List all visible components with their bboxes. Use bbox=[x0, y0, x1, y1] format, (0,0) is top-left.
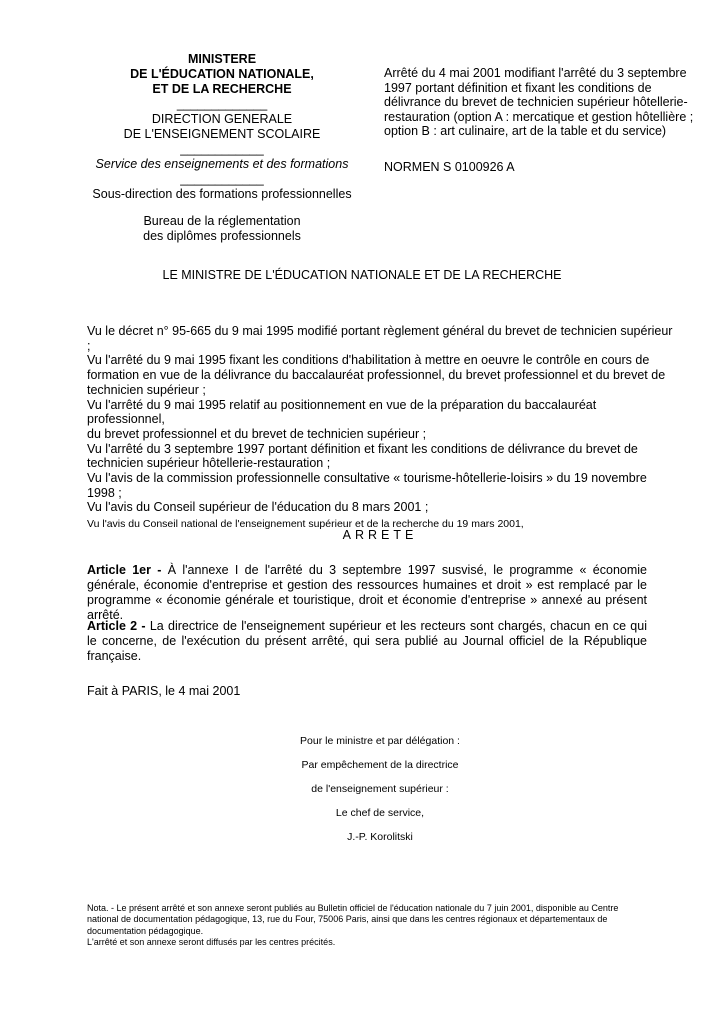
nota-line: Nota. - Le présent arrêté et son annexe seront publiés au Bulletin officiel de l'éducation nationale du 7 juin 2001, disponible au Centre bbox=[87, 903, 619, 913]
sous-direction-name: Sous-direction des formations professionnelles bbox=[92, 187, 352, 201]
separator-rule-3: ____________ bbox=[180, 172, 264, 186]
separator-rule-2: ____________ bbox=[180, 142, 264, 156]
nota-line: documentation pédagogique. bbox=[87, 925, 204, 936]
service-name: Service des enseignements et des formations bbox=[95, 157, 349, 171]
article-1 bbox=[87, 563, 647, 623]
bureau-line-2: des diplômes professionnels bbox=[143, 229, 301, 243]
visa-line: Vu le décret n° 95-665 du 9 mai 1995 modifié portant règlement général du brevet de technicien supérieur ; bbox=[87, 324, 673, 353]
place-and-date: Fait à PARIS, le 4 mai 2001 bbox=[87, 684, 241, 698]
arrete-heading: ARRETE bbox=[342, 528, 418, 542]
decree-title-block bbox=[384, 66, 696, 174]
visa-line: Vu l'arrêté du 9 mai 1995 fixant les conditions d'habilitation à mettre en oeuvre le contrôle en cours de bbox=[87, 353, 650, 368]
nota-line: national de documentation pédagogique, 13, rue du Four, 75006 Paris, ainsi que dans les centres régionaux et départementaux de bbox=[87, 914, 608, 925]
decree-title-line-1: Arrêté du 4 mai 2001 modifiant l'arrêté du 3 septembre bbox=[384, 66, 687, 80]
signature-line-2: Par empêchement de la directrice bbox=[301, 759, 459, 771]
separator-rule-1: _____________ bbox=[176, 97, 268, 111]
visa-line: Vu l'avis de la commission professionnelle consultative « tourisme-hôtellerie-loisirs » du 19 novembre 1998 ; bbox=[87, 471, 647, 500]
signature-line-1: Pour le ministre et par délégation : bbox=[300, 735, 460, 747]
direction-line-1: DIRECTION GENERALE bbox=[151, 112, 293, 126]
issuing-authority-block bbox=[90, 52, 354, 244]
minister-title: LE MINISTRE DE L'ÉDUCATION NATIONALE ET DE LA RECHERCHE bbox=[162, 268, 562, 282]
decree-title-line-3: délivrance du brevet de technicien supérieur hôtellerie- bbox=[384, 95, 688, 109]
visa-line: Vu l'avis du Conseil supérieur de l'éducation du 8 mars 2001 ; bbox=[87, 500, 429, 515]
decree-title-line-5: option B : art culinaire, art de la table et du service) bbox=[384, 124, 667, 138]
nota-block bbox=[87, 903, 677, 948]
visas-block bbox=[87, 324, 677, 531]
visa-line: formation en vue de la délivrance du baccalauréat professionnel, du brevet professionnel et du brevet de bbox=[87, 368, 666, 383]
signature-line-4: Le chef de service, bbox=[335, 807, 425, 819]
visa-line: Vu l'arrêté du 9 mai 1995 relatif au positionnement en vue de la préparation du baccalauréat professionnel, bbox=[87, 397, 597, 427]
bureau-line-1: Bureau de la réglementation bbox=[143, 214, 301, 228]
visa-line: Vu l'arrêté du 3 septembre 1997 portant définition et fixant les conditions de délivrance du brevet de bbox=[87, 441, 638, 456]
ministry-name-line-1: MINISTERE bbox=[187, 52, 257, 66]
decree-title-line-2: 1997 portant définition et fixant les conditions de bbox=[384, 80, 652, 95]
signatory-name: J.-P. Korolitski bbox=[347, 831, 413, 843]
direction-line-2: DE L'ENSEIGNEMENT SCOLAIRE bbox=[123, 127, 321, 141]
article-1-text: À l'annexe I de l'arrêté du 3 septembre 1997 susvisé, le programme « économie générale, économie d'entreprise et gestion des ressources humaines et droit » est remplacé par le programme « économie générale et touristique, droit et économie d'entreprise » annexé au présent arrêté. bbox=[87, 563, 647, 622]
signature-block bbox=[230, 735, 530, 855]
visa-line: technicien supérieur hôtellerie-restauration ; bbox=[87, 456, 331, 471]
normen-reference: NORMEN S 0100926 A bbox=[384, 159, 515, 174]
ministry-name-line-2: DE L'ÉDUCATION NATIONALE, bbox=[130, 67, 314, 81]
article-1-label: Article 1er - bbox=[87, 563, 162, 577]
visa-line: Vu l'avis du Conseil national de l'enseignement supérieur et de la recherche du 19 mars 2001, bbox=[87, 518, 524, 531]
visa-line: technicien supérieur ; bbox=[87, 382, 206, 397]
decree-title-line-4: restauration (option A : mercatique et gestion hôtellière ; bbox=[384, 109, 694, 124]
signature-line-3: de l'enseignement supérieur : bbox=[311, 783, 449, 795]
article-2-label: Article 2 - bbox=[87, 619, 146, 633]
nota-line: L'arrêté et son annexe seront diffusés par les centres précités. bbox=[87, 936, 336, 947]
visa-line: du brevet professionnel et du brevet de technicien supérieur ; bbox=[87, 426, 427, 441]
article-2 bbox=[87, 619, 647, 664]
ministry-name-line-3: ET DE LA RECHERCHE bbox=[152, 82, 292, 96]
article-2-text: La directrice de l'enseignement supérieur et les recteurs sont chargés, chacun en ce qui le concerne, de l'exécution du présent arrêté, qui sera publié au Journal officiel de la République française. bbox=[87, 619, 647, 663]
